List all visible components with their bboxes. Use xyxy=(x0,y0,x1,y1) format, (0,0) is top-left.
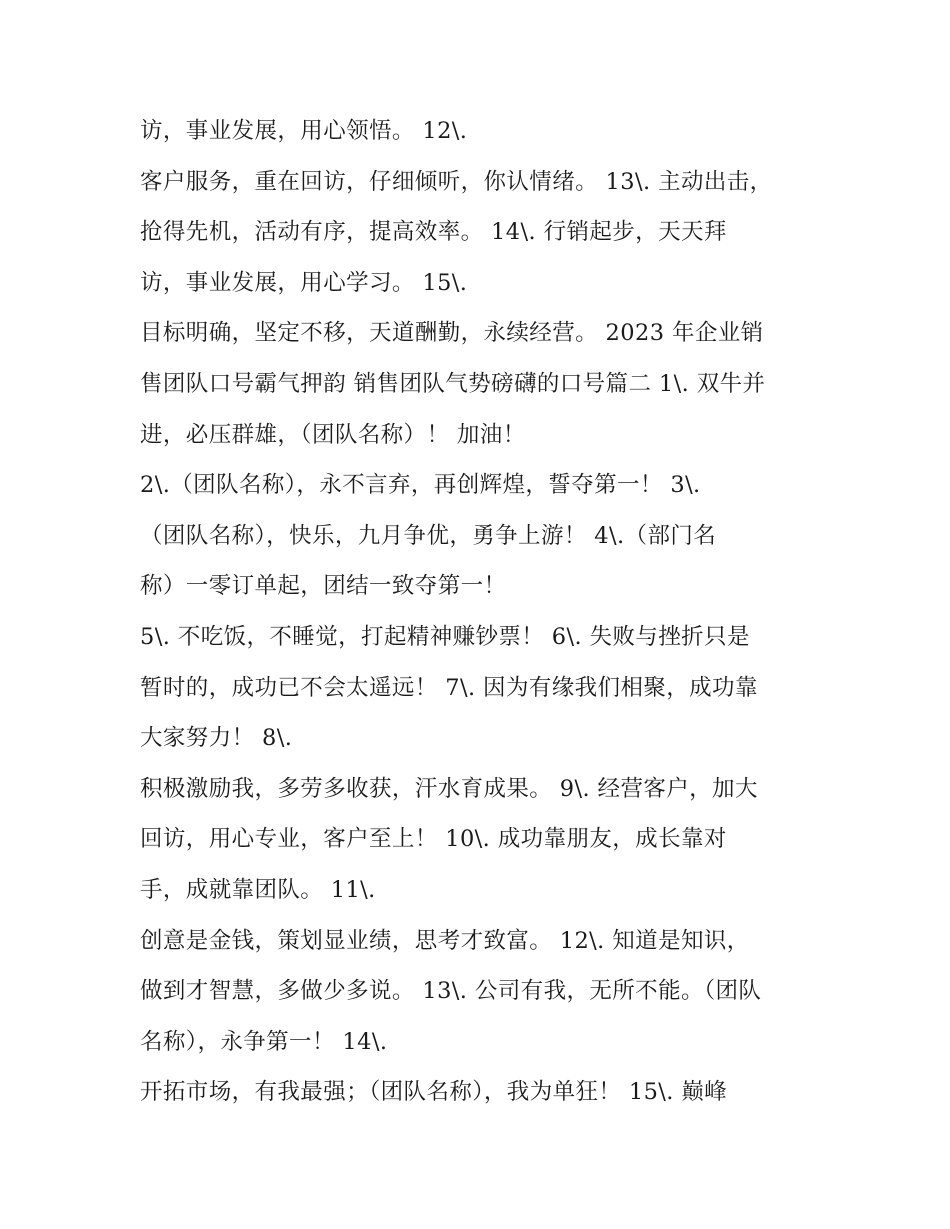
text-line-17: 创意是金钱，策划显业绩，思考才致富。 12\. 知道是知识， xyxy=(140,927,750,954)
text-line-20: 开拓市场，有我最强；（团队名称），我为单狂！ 15\. 巅峰 xyxy=(140,1079,728,1106)
text-line-5: 目标明确，坚定不移，天道酬勤，永续经营。 2023 年企业销 xyxy=(140,320,764,347)
text-line-8: 2\.（团队名称），永不言弃，再创辉煌，誓夺第一！ 3\. xyxy=(140,472,701,499)
text-line-9: （团队名称），快乐，九月争优，勇争上游！ 4\.（部门名 xyxy=(140,522,717,549)
text-line-6: 售团队口号霸气押韵 销售团队气势磅礴的口号篇二 1\. 双牛并 xyxy=(140,370,766,397)
text-line-15: 回访，用心专业，客户至上！ 10\. 成功靠朋友，成长靠对 xyxy=(140,826,727,853)
document-body xyxy=(140,106,820,1118)
text-line-19: 名称），永争第一！ 14\. xyxy=(140,1028,388,1055)
text-line-7: 进，必压群雄，（团队名称）！ 加油！ xyxy=(140,421,526,448)
text-line-13: 大家努力！ 8\. xyxy=(140,725,293,752)
text-line-1: 访，事业发展，用心领悟。 12\. xyxy=(140,118,468,144)
text-line-2: 客户服务，重在回访，仔细倾听，你认情绪。 13\. 主动出击， xyxy=(140,168,773,195)
text-line-3: 抢得先机，活动有序，提高效率。 14\. 行销起步，天天拜 xyxy=(140,219,727,246)
text-line-11: 5\. 不吃饭，不睡觉，打起精神赚钞票！ 6\. 失败与挫折只是 xyxy=(140,623,750,650)
text-line-10: 称）一零订单起，团结一致夺第一！ xyxy=(140,573,507,600)
text-line-4: 访，事业发展，用心学习。 15\. xyxy=(140,269,468,296)
text-line-12: 暂时的，成功已不会太遥远！ 7\. 因为有缘我们相聚，成功靠 xyxy=(140,674,758,701)
text-line-16: 手，成就靠团队。 11\. xyxy=(140,876,376,903)
text-line-14: 积极激励我，多劳多收获，汗水育成果。 9\. 经营客户，加大 xyxy=(140,775,758,802)
text-line-18: 做到才智慧，多做少多说。 13\. 公司有我，无所不能。（团队 xyxy=(140,978,762,1005)
